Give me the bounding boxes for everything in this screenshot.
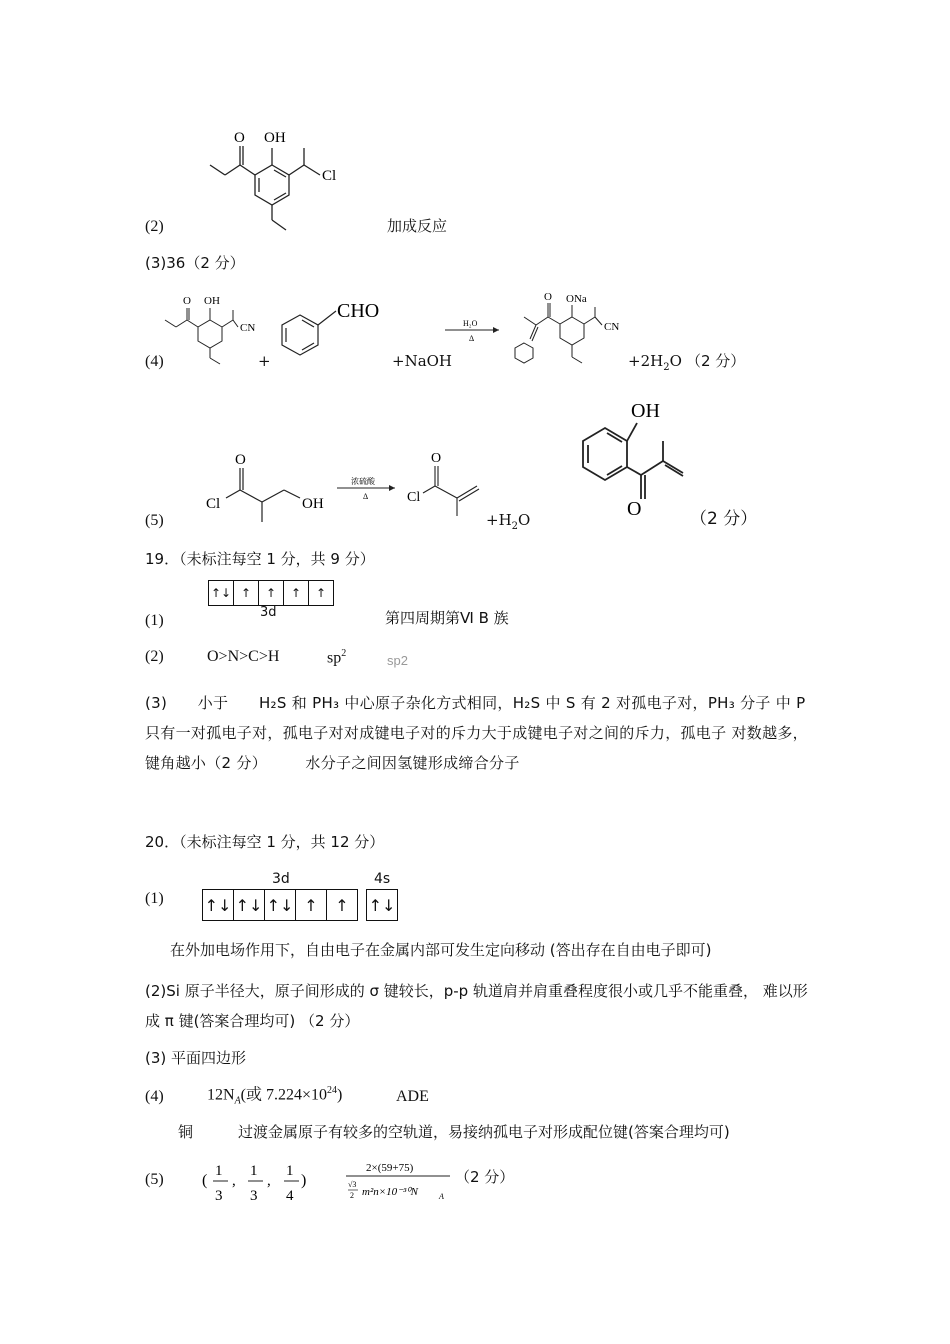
frac-num: 1 [215,1163,223,1179]
structure-q18-5-answer [565,393,695,518]
comma: , [267,1173,271,1189]
orbital-box: ↑ [234,581,259,605]
orbital-box: ↑ [315,586,327,600]
q18-3-text: (3)36（2 分） [145,254,245,272]
q20-1-label: (1) [145,890,164,907]
hyb-sup: 2 [341,648,347,659]
value-text: 12N [207,1086,235,1104]
atom-o: O [183,295,191,307]
structure-q18-5-product [405,448,495,523]
coordinates-q20-5 [200,1155,310,1205]
water-product-5 [486,513,530,532]
frac-num: 1 [250,1163,258,1179]
q18-4-label: (4) [145,353,164,370]
coord-close: ) [301,1172,307,1189]
orbital-box: ↑ [296,890,327,920]
value-sub: A [234,1095,241,1107]
water-h: +H [486,511,512,529]
atom-ona: ONa [566,293,587,305]
q18-2-label: (2) [145,218,164,235]
formula-denominator: m²n×10⁻³⁰N [362,1186,419,1198]
atom-o: O [544,291,552,303]
label-3d: 3d [272,871,290,887]
q20-4-line2: 铜 过渡金属原子有较多的空轨道，易接纳孤电子对形成配位键(答案合理均可) [178,1123,730,1141]
comma: , [232,1173,236,1189]
q18-2-answer: 加成反应 [387,217,448,235]
q19-2-label: (2) [145,648,164,665]
q20-2-text: (2)Si 原子半径大，原子间形成的 σ 键较长，p-p 轨道肩并肩重叠程度很小或几乎不能重叠， 难以形成 π 键(答案合理均可) （2 分） [145,982,808,1030]
water-sub: 2 [511,521,519,532]
orbital-diagram-3d [202,889,358,921]
structure-q18-2 [200,120,360,235]
q20-4-options: ADE [396,1088,429,1105]
q19-2-hyb [327,649,346,666]
arrow-top: H₂O [463,319,478,328]
atom-cho: CHO [337,300,380,322]
atom-cl: Cl [322,168,337,184]
q20-header: 20．（未标注每空 1 分，共 12 分） [145,833,385,851]
q20-4-label: (4) [145,1088,164,1105]
sqrt3: √3 [348,1180,357,1189]
atom-o: O [235,452,246,468]
orbital-box: ↑ [284,581,309,605]
q19-2-hyb-faint: sp2 [387,653,408,668]
orbital-box: ↑↓ [234,890,265,920]
hyb-text: sp [327,649,342,667]
orbital-box: ↑ [335,895,349,915]
structure-q18-4-product [500,285,640,375]
orbital-box: ↑↓ [209,581,234,605]
structure-benzaldehyde [270,295,390,370]
q20-5-label: (5) [145,1171,164,1188]
alt-end: ) [337,1086,343,1104]
arrow-bottom: Δ [363,492,369,501]
orbital-box: ↑↓ [368,895,396,915]
q19-1-answer: 第四周期第Ⅵ B 族 [385,609,509,627]
arrow-top: 浓硫酸 [351,477,375,486]
orbital-box: ↑↓ [265,890,296,920]
q20-3-text: (3) 平面四边形 [145,1049,247,1067]
atom-cl: Cl [407,490,421,505]
frac-num: 1 [286,1163,294,1179]
frac-den: 3 [215,1188,223,1204]
atom-cn: CN [240,322,256,334]
q19-2-order: O>N>C>H [207,648,280,665]
density-formula [342,1155,457,1207]
atom-cl: Cl [206,496,221,512]
orbital-diagram-3d [208,580,334,606]
water-product [628,354,682,373]
arrow-bottom: Δ [469,334,475,343]
water-h: +2H [628,352,664,370]
q18-5-score: （2 分） [690,509,758,529]
reaction-arrow-q18-4 [443,316,503,346]
q19-header: 19．（未标注每空 1 分，共 9 分） [145,550,375,568]
q18-5-label: (5) [145,512,164,529]
alt-sup: 24 [327,1085,338,1096]
structure-q18-5-reactant [200,450,340,525]
orbital-box: ↑ [259,581,284,605]
atom-o: O [431,451,442,466]
formula-den-sub: A [439,1192,444,1201]
reaction-arrow-q18-5 [335,474,400,504]
naoh: +NaOH [392,352,453,370]
q19-1-label: (1) [145,612,164,629]
alt-text: (或 7.224×10 [240,1086,328,1104]
frac-den: 4 [286,1188,294,1204]
atom-oh: OH [204,295,220,307]
coord-open: ( [202,1172,208,1189]
atom-o: O [234,130,245,146]
formula-numerator: 2×(59+75) [366,1162,414,1174]
q19-3-text: (3) 小于 H₂S 和 PH₃ 中心原子杂化方式相同，H₂S 中 S 有 2 对孤电子对，PH₃ 分子 中 P 只有一对孤电子对，孤电子对对成键电子对的斥力大于成键电子对之间的斥力，孤电子 对数越多，键角越小（2 分） 水分子之间因氢键形成缔合分子 [145,694,808,772]
label-4s: 4s [374,871,391,887]
atom-oh: OH [264,130,286,146]
q20-4-value [207,1086,342,1107]
atom-oh: OH [631,400,660,422]
q20-1-note: 在外加电场作用下，自由电子在金属内部可发生定向移动 (答出存在自由电子即可) [170,941,712,959]
water-o: O [518,511,531,529]
orbital-label: 3d [260,605,277,620]
plus-sign: + [258,352,271,370]
orbital-box: ↑↓ [203,890,234,920]
q18-4-score: （2 分） [686,352,746,370]
water-o: O [669,352,682,370]
frac-den: 3 [250,1188,258,1204]
atom-oh: OH [302,496,324,512]
atom-o: O [627,498,642,520]
water-sub: 2 [663,362,670,373]
two: 2 [350,1191,354,1200]
atom-cn: CN [604,321,620,333]
orbital-diagram-4s [366,889,398,921]
structure-q18-4-reactant [160,290,260,370]
q20-5-score: （2 分） [455,1168,515,1186]
